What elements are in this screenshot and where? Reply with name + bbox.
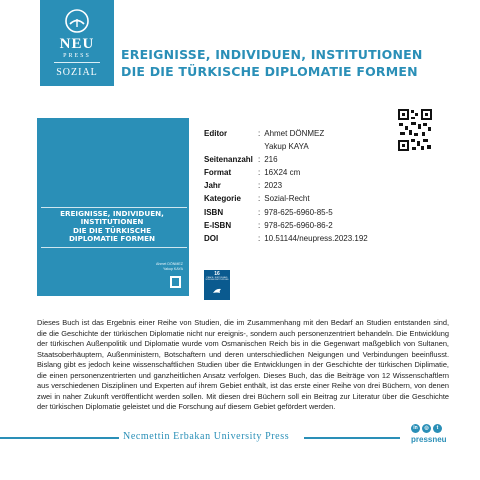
info-label: Kategorie bbox=[204, 194, 241, 204]
cover-editor: Ahmet DÖNMEZ bbox=[156, 262, 183, 266]
footer-publisher: Necmettin Erbakan University Press bbox=[123, 431, 290, 442]
info-value: 16X24 cm bbox=[264, 168, 301, 178]
book-title: EREIGNISSE, INDIVIDUEN, INSTITUTIONEN DIE DIE TÜRKISCHE DIPLOMATIE FORMEN bbox=[121, 47, 423, 79]
linkedin-icon[interactable]: in bbox=[411, 424, 420, 433]
info-row-doi[interactable]: DOI : 10.51144/neupress.2023.192 bbox=[204, 232, 368, 245]
info-value: 978-625-6960-85-5 bbox=[264, 207, 333, 217]
info-label: DOI bbox=[204, 233, 219, 243]
logo-name: NEU bbox=[59, 36, 95, 52]
info-row-editor: Editor : Ahmet DÖNMEZ bbox=[204, 127, 368, 140]
sdg-badge bbox=[204, 270, 230, 300]
social-links bbox=[411, 424, 442, 433]
book-emblem-icon bbox=[64, 8, 90, 34]
info-label: Format bbox=[204, 168, 232, 178]
cover-editors bbox=[37, 262, 183, 272]
info-label: Seitenanzahl bbox=[204, 155, 253, 165]
info-row-category: Kategorie : Sozial-Recht bbox=[204, 192, 368, 205]
instagram-icon[interactable]: ◎ bbox=[422, 424, 431, 433]
dove-icon bbox=[211, 285, 223, 297]
info-value: 978-625-6960-86-2 bbox=[264, 220, 333, 230]
twitter-icon[interactable]: t bbox=[433, 424, 442, 433]
cover-logo-icon bbox=[170, 276, 181, 288]
book-info bbox=[204, 127, 368, 245]
info-value: 2023 bbox=[264, 181, 283, 191]
sdg-number: 16 bbox=[214, 271, 220, 277]
social-handle[interactable]: pressneu bbox=[411, 435, 447, 444]
cover-editor: Yakup KAYA bbox=[163, 267, 183, 271]
sdg-label: PEACE, JUSTICE AND STRONG INSTITUTIONS bbox=[205, 277, 229, 282]
publisher-logo bbox=[40, 0, 114, 86]
info-value: 216 bbox=[264, 155, 278, 165]
info-row-pages: Seitenanzahl : 216 bbox=[204, 153, 368, 166]
cover-title-line: INSTITUTIONEN bbox=[80, 217, 144, 227]
info-value: Yakup KAYA bbox=[264, 142, 309, 152]
cover-title-line: DIPLOMATIE FORMEN bbox=[68, 234, 156, 244]
cover-title-line: EREIGNISSE, INDIVIDUEN, bbox=[60, 209, 164, 218]
info-value: Ahmet DÖNMEZ bbox=[264, 129, 325, 138]
info-label: E-ISBN bbox=[204, 220, 232, 230]
qr-code-icon[interactable] bbox=[397, 108, 433, 152]
info-row-year: Jahr : 2023 bbox=[204, 179, 368, 192]
info-row-format: Format : 16X24 cm bbox=[204, 166, 368, 179]
info-label: Editor bbox=[204, 129, 228, 138]
info-row-eisbn: E-ISBN : 978-625-6960-86-2 bbox=[204, 219, 368, 232]
logo-divider bbox=[54, 62, 100, 63]
doi-link[interactable]: 10.51144/neupress.2023.192 bbox=[264, 233, 368, 243]
info-value: Sozial-Recht bbox=[264, 194, 310, 204]
cover-divider bbox=[41, 207, 187, 208]
book-cover bbox=[37, 118, 189, 296]
info-label: Jahr bbox=[204, 181, 221, 191]
logo-press: PRESS bbox=[63, 53, 91, 59]
book-description: Dieses Buch ist das Ergebnis einer Reihe von Studien, die im Zusammenhang mit den Bedarf an Studien entstanden sind, die die Geschichte der türkischen Diplomatie nicht nur ereignis-, sondern auch personenzentriert behandeln. Die Entwicklung der türkischen Außenpolitik und Diplomatie wurde vom Osmanischen Reich bis in die Gegenwart maßgeblich von Sultanen, Staatsoberhäuptern, Außenministern, Botschaftern und deren unterschiedlichen Neigungen und Verbindungen beeinflusst. Bislang gibt es jedoch keine wissenschaftlichen Studien über die Entwicklungen in der Geschichte der türkischen Diplimatie, die einen personenzentrierten und ganzheitlichen Ansatz verfolgen. Dieses Buch, das die Beiträge von 12 Wissenschaftlern aus verschiedenen Disziplinen und Experten auf ihrem Gebiet enthält, ist das erste einer Reihe von drei Büchern, von denen zwei in naher Zukunft veröffentlicht werden sollen. Mit diesen drei Büchern soll ein Beitrag zur Literatur über die Geschichte der türkischen Diplomatie geleistet und die Forschung auf diesem Gebiet gefördert werden. bbox=[37, 318, 449, 411]
cover-title bbox=[37, 210, 187, 244]
info-label bbox=[204, 140, 258, 153]
info-row-isbn: ISBN : 978-625-6960-85-5 bbox=[204, 206, 368, 219]
info-row-editor-2 bbox=[204, 140, 368, 153]
logo-category: SOZIAL bbox=[56, 67, 98, 78]
cover-title-line: DIE DIE TÜRKISCHE bbox=[73, 225, 151, 235]
footer-divider bbox=[304, 437, 400, 439]
info-label: ISBN bbox=[204, 207, 224, 217]
footer-divider bbox=[0, 437, 119, 439]
cover-divider bbox=[41, 247, 187, 248]
